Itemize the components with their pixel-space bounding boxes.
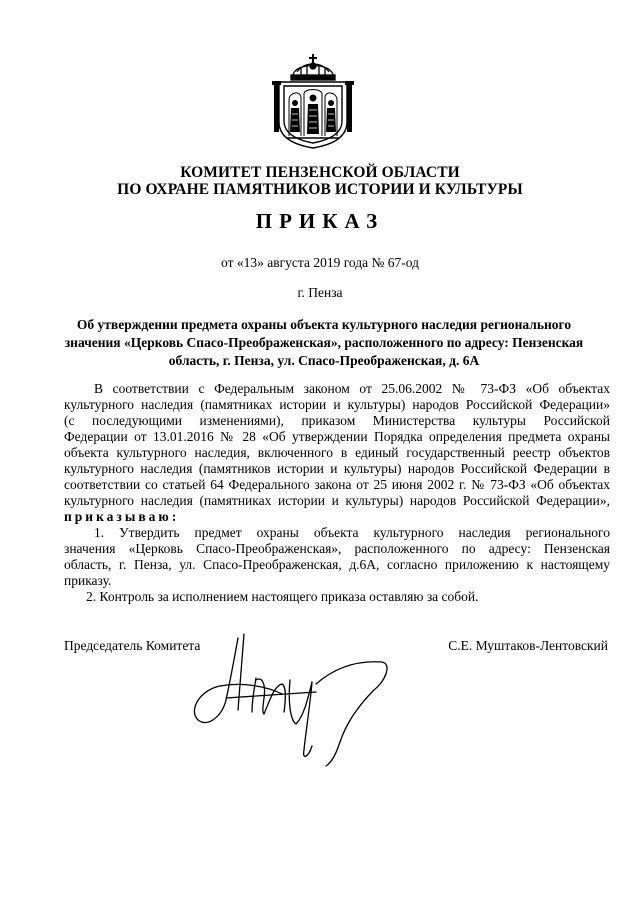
- order-subject: [64, 316, 584, 370]
- preamble-line: культурного наследия (памятников истории и культуры) народов Российской Федерации в: [64, 461, 610, 476]
- order-date-number: от «13» августа 2019 года № 67-од: [221, 255, 419, 270]
- penza-region-coat-of-arms-icon: [271, 48, 355, 150]
- document-type-title: ПРИКАЗ: [255, 209, 385, 233]
- item-1-line: приказу.: [64, 573, 112, 588]
- preamble-line: культурного наследия (памятниках истории и культуры) народов Российской Федерации»,: [64, 493, 610, 508]
- subject-line: Об утверждении предмета охраны объекта культурного наследия регионального: [76, 317, 572, 332]
- preamble-line: (с последующими изменениями), приказом Министерства культуры Российской: [64, 413, 610, 428]
- order-word: приказываю:: [64, 509, 180, 524]
- signatory-position: Председатель Комитета: [64, 638, 201, 653]
- item-1-line: значения «Церковь Спасо-Преображенская», расположенного по адресу: Пензенская: [64, 541, 610, 556]
- order-city: г. Пенза: [297, 285, 343, 300]
- preamble-line: соответствии со статьей 64 Федерального закона от 25 июня 2002 г. № 73-ФЗ «Об объектах: [64, 477, 610, 492]
- organization-name-line-1: КОМИТЕТ ПЕНЗЕНСКОЙ ОБЛАСТИ: [180, 164, 460, 181]
- preamble-line: культурного наследия (памятниках истории и культуры) народов Российской Федерации»: [64, 397, 610, 412]
- subject-line: значения «Церковь Спасо-Преображенская», расположенного по адресу: Пензенская: [64, 335, 584, 350]
- item-2: 2. Контроль за исполнением настоящего приказа оставляю за собой.: [86, 589, 479, 604]
- signatory-name: С.Е. Муштаков-Лентовский: [448, 638, 608, 653]
- preamble-line: объекта культурного наследия, включенного в единый государственный реестр объектов: [64, 445, 610, 460]
- preamble-line: В соответствии с Федеральным законом от 25.06.2002 № 73-ФЗ «Об объектах: [94, 381, 610, 396]
- subject-line: область, г. Пенза, ул. Спасо-Преображенская, д. 6А: [168, 353, 480, 368]
- organization-name-line-2: ПО ОХРАНЕ ПАМЯТНИКОВ ИСТОРИИ И КУЛЬТУРЫ: [117, 181, 523, 198]
- item-1-line: 1. Утвердить предмет охраны объекта культурного наследия регионального: [94, 525, 610, 540]
- preamble-line: Федерации от 13.01.2016 № 28 «Об утверждении Порядка определения предмета охраны: [64, 429, 610, 444]
- handwritten-signature: [186, 620, 406, 770]
- item-1-line: область, г. Пенза, ул. Спасо-Преображенская, д.6А, согласно приложению к настоящему: [64, 557, 610, 572]
- order-body: [64, 381, 610, 605]
